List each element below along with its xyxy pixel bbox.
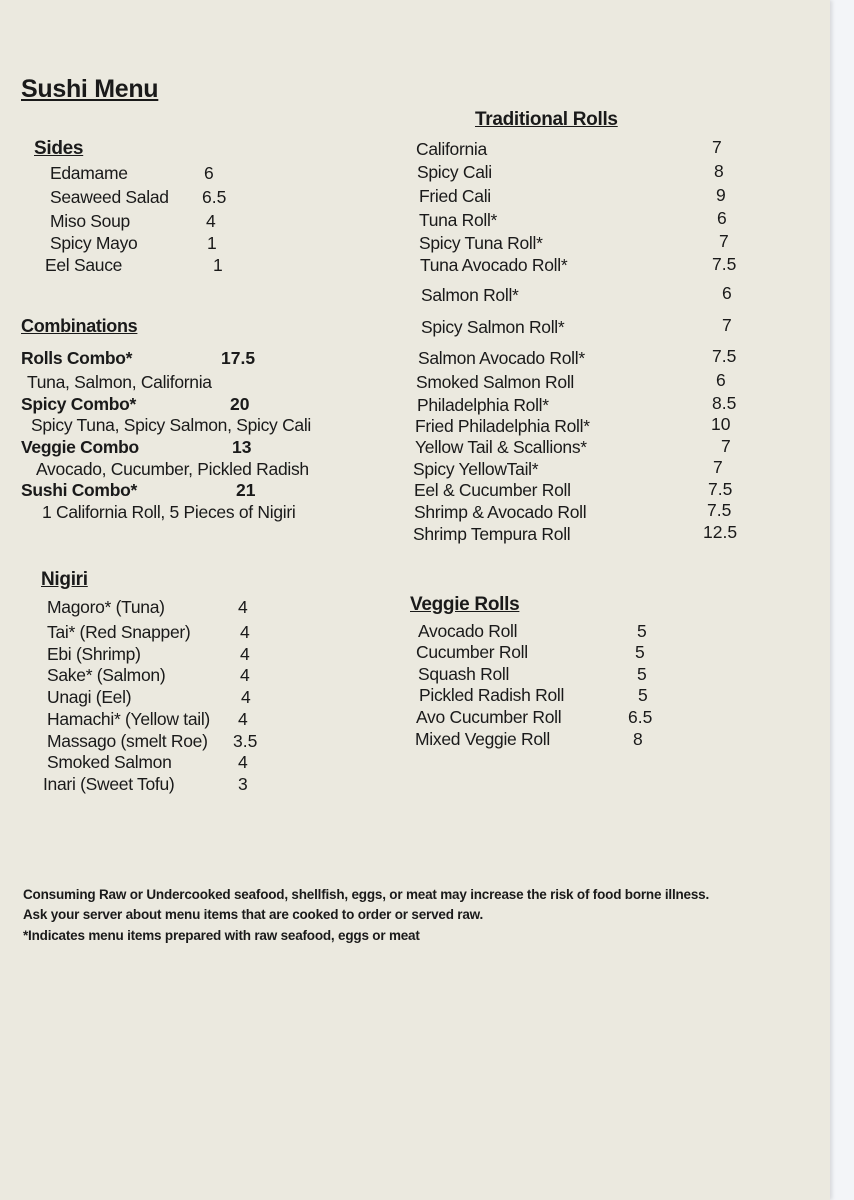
combo-price: 17.5 (221, 348, 256, 368)
veggie-roll-price: 6.5 (628, 707, 653, 727)
roll-item-price: 8.5 (712, 393, 737, 413)
nigiri-item-price: 4 (240, 665, 250, 685)
nigiri-item-name: Ebi (Shrimp) (47, 644, 141, 664)
roll-item-price: 7 (713, 457, 723, 477)
roll-item-name: Spicy Salmon Roll* (421, 317, 565, 337)
combo-description: 1 California Roll, 5 Pieces of Nigiri (42, 502, 296, 522)
roll-item-name: California (416, 139, 487, 159)
roll-item-name: Salmon Avocado Roll* (418, 348, 585, 368)
nigiri-item-price: 4 (240, 644, 250, 664)
roll-item-price: 7.5 (708, 479, 733, 499)
nigiri-item-name: Smoked Salmon (47, 752, 172, 772)
cooking-notice: Ask your server about menu items that are cooked to order or served raw. (23, 907, 484, 922)
combo-description: Tuna, Salmon, California (27, 372, 212, 392)
roll-item-name: Fried Philadelphia Roll* (415, 416, 590, 436)
roll-item-name: Tuna Roll* (419, 210, 498, 230)
combo-price: 13 (232, 437, 252, 457)
combo-name: Veggie Combo (21, 437, 139, 457)
side-item-name: Edamame (50, 163, 128, 183)
roll-item-name: Spicy YellowTail* (413, 459, 539, 479)
roll-item-name: Fried Cali (419, 186, 491, 206)
veggie-rolls-heading: Veggie Rolls (410, 594, 520, 615)
roll-item-name: Salmon Roll* (421, 285, 519, 305)
veggie-roll-name: Avo Cucumber Roll (416, 707, 562, 727)
roll-item-price: 6 (722, 283, 732, 303)
side-item-price: 6.5 (202, 187, 227, 207)
roll-item-name: Spicy Cali (417, 162, 492, 182)
roll-item-name: Smoked Salmon Roll (416, 372, 575, 392)
roll-item-name: Tuna Avocado Roll* (420, 255, 568, 275)
nigiri-item-name: Sake* (Salmon) (47, 665, 166, 685)
side-item-price: 1 (207, 233, 217, 253)
nigiri-item-name: Inari (Sweet Tofu) (43, 774, 175, 794)
food-safety-warning: Consuming Raw or Undercooked seafood, shellfish, eggs, or meat may increase the risk of food borne illness. (23, 887, 710, 902)
nigiri-item-name: Unagi (Eel) (47, 687, 132, 707)
roll-item-price: 8 (714, 161, 724, 181)
veggie-roll-name: Mixed Veggie Roll (415, 729, 550, 749)
nigiri-item-price: 3.5 (233, 731, 258, 751)
roll-item-name: Eel & Cucumber Roll (414, 480, 571, 500)
side-item-name: Seaweed Salad (50, 187, 169, 207)
roll-item-price: 7.5 (707, 500, 732, 520)
veggie-roll-price: 5 (637, 621, 647, 641)
veggie-roll-price: 5 (638, 685, 648, 705)
side-item-price: 1 (213, 255, 223, 275)
nigiri-item-price: 3 (238, 774, 248, 794)
combinations-heading: Combinations (21, 316, 138, 336)
roll-item-price: 12.5 (703, 522, 738, 542)
combo-price: 20 (230, 394, 250, 414)
nigiri-item-price: 4 (238, 597, 248, 617)
roll-item-name: Yellow Tail & Scallions* (415, 437, 587, 457)
roll-item-price: 10 (711, 414, 731, 434)
veggie-roll-name: Avocado Roll (418, 621, 518, 641)
roll-item-price: 7 (722, 315, 732, 335)
veggie-roll-price: 5 (635, 642, 645, 662)
traditional-rolls-heading: Traditional Rolls (475, 109, 618, 130)
roll-item-price: 7.5 (712, 346, 737, 366)
roll-item-name: Philadelphia Roll* (417, 395, 549, 415)
nigiri-item-name: Hamachi* (Yellow tail) (47, 709, 210, 729)
roll-item-name: Shrimp Tempura Roll (413, 524, 571, 544)
roll-item-price: 6 (717, 208, 727, 228)
veggie-roll-name: Cucumber Roll (416, 642, 528, 662)
veggie-roll-name: Pickled Radish Roll (419, 685, 565, 705)
nigiri-heading: Nigiri (41, 569, 88, 590)
combo-name: Sushi Combo* (21, 480, 137, 500)
combo-description: Spicy Tuna, Spicy Salmon, Spicy Cali (31, 415, 312, 435)
veggie-roll-price: 5 (637, 664, 647, 684)
nigiri-item-name: Tai* (Red Snapper) (47, 622, 191, 642)
side-item-name: Miso Soup (50, 211, 130, 231)
roll-item-price: 7.5 (712, 254, 737, 274)
combo-name: Spicy Combo* (21, 394, 137, 414)
roll-item-name: Shrimp & Avocado Roll (414, 502, 587, 522)
side-item-name: Eel Sauce (45, 255, 123, 275)
raw-items-footnote: *Indicates menu items prepared with raw seafood, eggs or meat (23, 928, 420, 943)
roll-item-price: 7 (712, 137, 722, 157)
veggie-roll-price: 8 (633, 729, 643, 749)
combo-price: 21 (236, 480, 256, 500)
nigiri-item-name: Magoro* (Tuna) (47, 597, 165, 617)
side-item-name: Spicy Mayo (50, 233, 138, 253)
sides-heading: Sides (34, 138, 84, 159)
nigiri-item-name: Massago (smelt Roe) (47, 731, 208, 751)
roll-item-price: 6 (716, 370, 726, 390)
side-item-price: 6 (204, 163, 214, 183)
roll-item-name: Spicy Tuna Roll* (419, 233, 543, 253)
roll-item-price: 7 (721, 436, 731, 456)
combo-description: Avocado, Cucumber, Pickled Radish (36, 459, 309, 479)
side-item-price: 4 (206, 211, 216, 231)
nigiri-item-price: 4 (238, 709, 248, 729)
nigiri-item-price: 4 (241, 687, 251, 707)
roll-item-price: 7 (719, 231, 729, 251)
veggie-roll-name: Squash Roll (418, 664, 510, 684)
roll-item-price: 9 (716, 185, 726, 205)
page-title: Sushi Menu (21, 75, 159, 103)
nigiri-item-price: 4 (238, 752, 248, 772)
combo-name: Rolls Combo* (21, 348, 133, 368)
nigiri-item-price: 4 (240, 622, 250, 642)
